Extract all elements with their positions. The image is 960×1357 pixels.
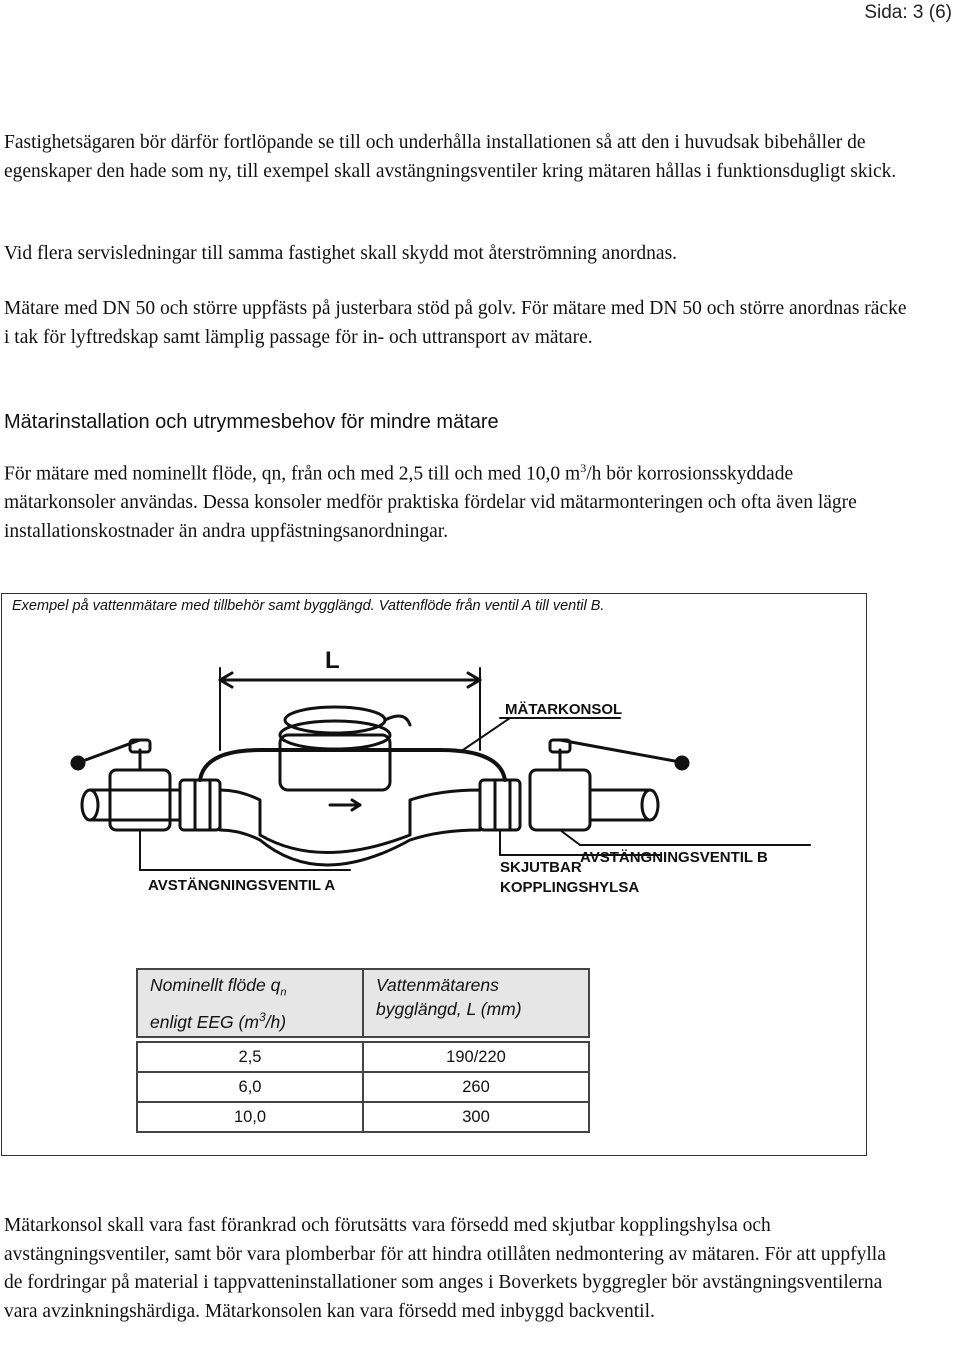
meter-head bbox=[280, 735, 390, 790]
page-number: Sida: 3 (6) bbox=[864, 2, 952, 23]
table-row bbox=[137, 1102, 589, 1132]
cell-length: 190/220 bbox=[363, 1042, 589, 1072]
cell-flow: 10,0 bbox=[137, 1102, 363, 1132]
paragraph-console-requirements: Mätarkonsol skall vara fast förankrad och förutsätts vara försedd med skjutbar kopplingshylsa och avstängningsventiler, samt bör vara plomberbar för att hindra otillåten nedmontering av mätaren. För att uppfylla de fordringar på material i tappvatteninstallationer som anges i Boverkets byggregler bör avstängningsventilerna vara avzinkningshärdiga. Mätarkonsolen kan vara försedd med inbyggd backventil. bbox=[4, 1215, 886, 1322]
flow-length-table bbox=[136, 968, 590, 1133]
length-label: L bbox=[325, 647, 340, 674]
coupling-left bbox=[180, 780, 220, 830]
paragraph-backflow: Vid flera servisledningar till samma fastighet skall skydd mot återströmning anordnas. bbox=[4, 243, 678, 264]
cell-flow: 2,5 bbox=[137, 1042, 363, 1072]
table-row bbox=[137, 1042, 589, 1072]
cell-length: 260 bbox=[363, 1072, 589, 1102]
figure-caption: Exempel på vattenmätare med tillbehör samt bygglängd. Vattenflöde från ventil A till ventil B. bbox=[12, 598, 605, 614]
header-nominal-flow: Nominellt flöde $q_n$ enligt EEG $(m^3/h)$ bbox=[137, 969, 363, 1037]
water-meter-diagram bbox=[60, 640, 820, 915]
valve-b-label: AVSTÄNGNINGSVENTIL B bbox=[580, 849, 768, 866]
table-header-row bbox=[137, 969, 589, 1037]
valve-a-label: AVSTÄNGNINGSVENTIL A bbox=[148, 877, 336, 894]
meter-body bbox=[220, 790, 480, 865]
table-row bbox=[137, 1072, 589, 1102]
cell-flow: 6,0 bbox=[137, 1072, 363, 1102]
meter-console bbox=[200, 750, 505, 780]
coupling-label-1: SKJUTBAR bbox=[500, 859, 582, 876]
cell-length: 300 bbox=[363, 1102, 589, 1132]
console-label: MÄTARKONSOL bbox=[505, 701, 623, 718]
paragraph-maintenance: Fastighetsägaren bör därför fortlöpande se till och underhålla installationen så att den i huvudsak bibehåller de egenskaper den hade som ny, till exempel skall avstängningsventiler kring mätaren hållas i funktionsdugligt skick. bbox=[4, 132, 897, 182]
header-build-length: Vattenmätarens bygglängd, L (mm) bbox=[363, 969, 589, 1037]
coupling-right bbox=[480, 780, 520, 830]
paragraph-consoles: För mätare med nominellt flöde, qn, från och med 2,5 till och med 10,0 $m^3/h$ bör korrosionsskyddade mätarkonsoler användas. Dessa konsoler medför praktiska fördelar vid mätarmonteringen och ofta även lägre installationskostnader än andra uppfästningsanordningar. bbox=[4, 461, 857, 542]
coupling-label-2: KOPPLINGSHYLSA bbox=[500, 879, 640, 896]
valve-b bbox=[530, 770, 590, 830]
section-heading: Mätarinstallation och utrymmesbehov för mindre mätare bbox=[4, 411, 499, 433]
inlet-pipe bbox=[90, 790, 180, 820]
paragraph-dn50: Mätare med DN 50 och större uppfästs på justerbara stöd på golv. För mätare med DN 50 och större anordnas räcke i tak för lyftredskap samt lämplig passage för in- och uttransport av mätare. bbox=[4, 298, 907, 348]
